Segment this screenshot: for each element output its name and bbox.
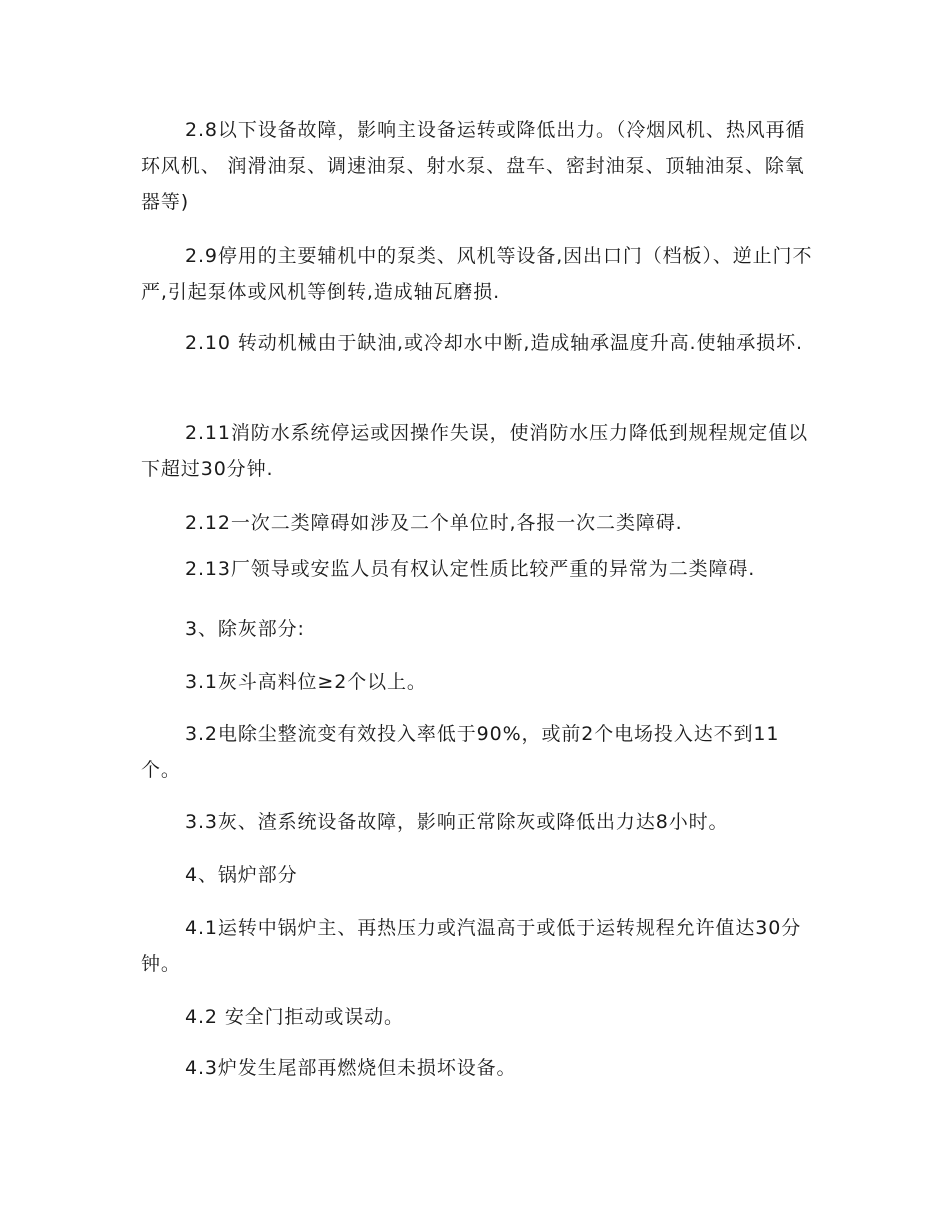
paragraph-2-9: 2.9停用的主要辅机中的泵类、风机等设备,因出口门（档板）、逆止门不严,引起泵体或风机等倒转,造成轴瓦磨损.: [141, 245, 813, 303]
paragraph-4-1: 4.1运转中锅炉主、再热压力或汽温高于或低于运转规程允许值达30分钟。: [141, 917, 802, 975]
paragraph-4-3: 4.3炉发生尾部再燃烧但未损坏设备。: [185, 1057, 517, 1079]
paragraph-2-11: 2.11消防水系统停运或因操作失误，使消防水压力降低到规程规定值以下超过30分钟.: [141, 422, 809, 480]
paragraph-2-8: 2.8以下设备故障，影响主设备运转或降低出力。（冷烟风机、热风再循环风机、 润滑油泵、调速油泵、射水泵、盘车、密封油泵、顶轴油泵、除氧器等): [141, 119, 806, 213]
paragraph-2-12: 2.12一次二类障碍如涉及二个单位时,各报一次二类障碍.: [185, 512, 683, 534]
section-heading-ash-removal: 3、除灰部分:: [185, 618, 305, 640]
paragraph-2-10: 2.10 转动机械由于缺油,或冷却水中断,造成轴承温度升高.使轴承损坏.: [185, 332, 803, 354]
paragraph-3-1: 3.1灰斗高料位≥2个以上。: [185, 671, 427, 693]
paragraph-3-3: 3.3灰、渣系统设备故障，影响正常除灰或降低出力达8小时。: [185, 811, 729, 833]
paragraph-2-13: 2.13厂领导或安监人员有权认定性质比较严重的异常为二类障碍.: [185, 558, 756, 580]
paragraph-3-2: 3.2电除尘整流变有效投入率低于90%，或前2个电场投入达不到11个。: [141, 723, 780, 781]
paragraph-4-2: 4.2 安全门拒动或误动。: [185, 1006, 404, 1028]
section-heading-boiler: 4、锅炉部分: [185, 864, 298, 886]
